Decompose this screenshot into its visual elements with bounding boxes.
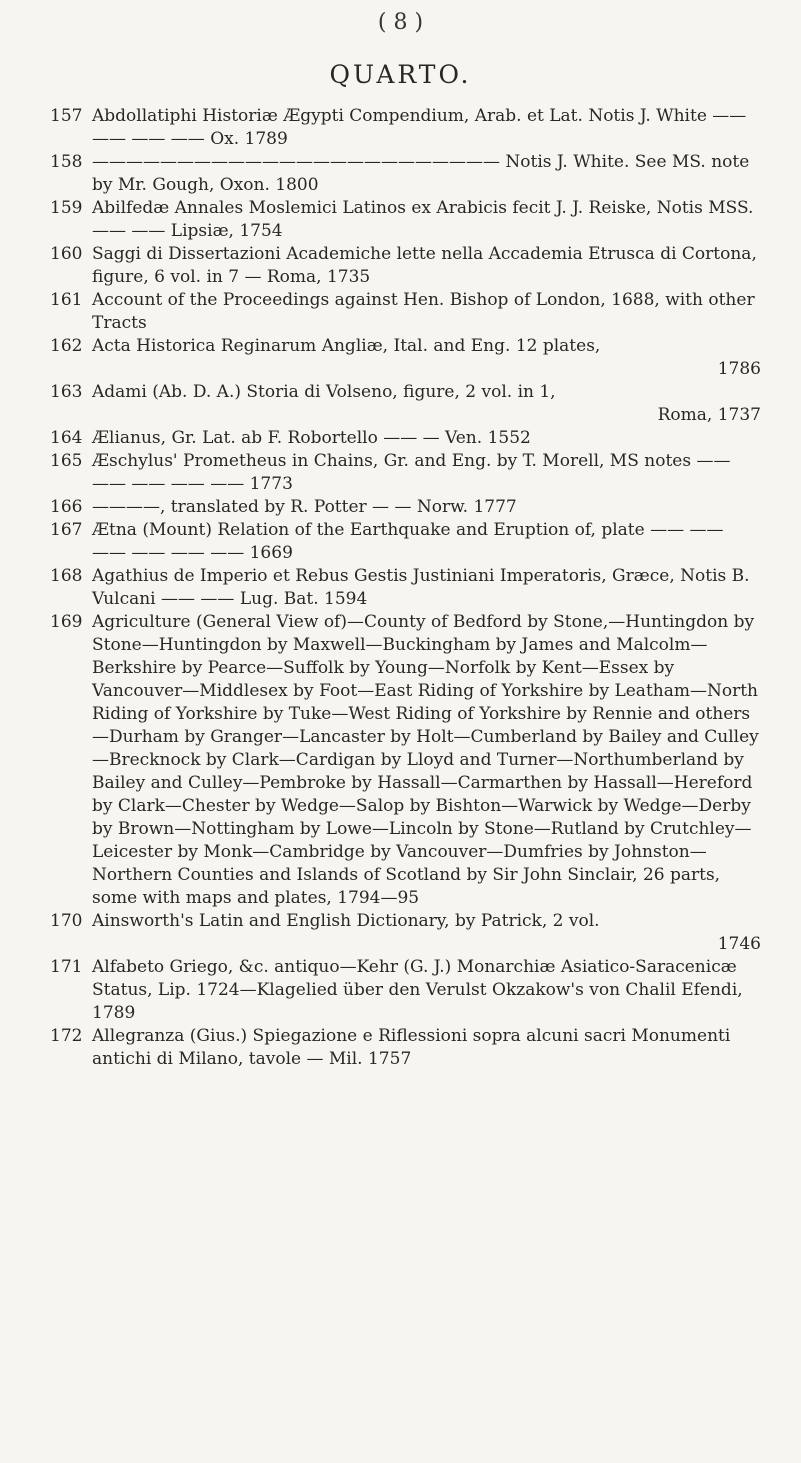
catalogue-entry-171 (50, 956, 761, 1025)
entry-text: ————, translated by R. Potter — — Norw. 1777 (92, 497, 517, 517)
entry-number: 168 (50, 566, 83, 586)
catalogue-entry-172 (50, 1025, 761, 1071)
entry-number: 163 (50, 382, 83, 402)
entry-number: 160 (50, 244, 83, 264)
catalogue-entry-166 (50, 496, 761, 519)
entry-text: Æschylus' Prometheus in Chains, Gr. and Eng. by T. Morell, MS notes —— —— —— —— —— 1773 (92, 451, 731, 494)
catalogue-entry-167 (50, 519, 761, 565)
entry-number: 169 (50, 612, 83, 632)
catalogue-entry-168 (50, 565, 761, 611)
entry-number: 162 (50, 336, 83, 356)
entry-text: Adami (Ab. D. A.) Storia di Volseno, figure, 2 vol. in 1, (92, 382, 556, 402)
entry-text: Account of the Proceedings against Hen. Bishop of London, 1688, with other Tracts (92, 290, 755, 333)
entry-imprint: 1746 (717, 934, 761, 954)
entry-number: 158 (50, 152, 83, 172)
entry-number: 171 (50, 957, 83, 977)
catalogue-entry-157 (50, 105, 761, 151)
catalogue-entry-158 (50, 151, 761, 197)
entry-number: 170 (50, 911, 83, 931)
catalogue-entry-169 (50, 611, 761, 910)
catalogue-entry-165 (50, 450, 761, 496)
entry-number: 172 (50, 1026, 83, 1046)
catalogue-entry-170 (50, 910, 761, 956)
entry-imprint: Roma, 1737 (657, 405, 761, 425)
entry-text: Alfabeto Griego, &c. antiquo—Kehr (G. J.) Monarchiæ Asiatico-Saracenicæ Status, Lip. 1724—Klagelied über den Verulst Okzakow's von Chalil Efendi, 1789 (92, 957, 743, 1023)
catalogue-entry-163 (50, 381, 761, 427)
entry-text: ———————————————————————— Notis J. White. See MS. note by Mr. Gough, Oxon. 1800 (92, 152, 750, 195)
entry-number: 164 (50, 428, 83, 448)
entry-text: Allegranza (Gius.) Spiegazione e Riflessioni sopra alcuni sacri Monumenti antichi di Milano, tavole — Mil. 1757 (92, 1026, 731, 1069)
catalogue-entry-162 (50, 335, 761, 381)
catalogue-entries (50, 105, 761, 1071)
entry-imprint: 1786 (717, 359, 761, 379)
catalogue-entry-160 (50, 243, 761, 289)
catalogue-entry-159 (50, 197, 761, 243)
entry-text: Ælianus, Gr. Lat. ab F. Robortello —— — Ven. 1552 (92, 428, 531, 448)
section-title: QUARTO. (329, 60, 472, 89)
entry-number: 159 (50, 198, 83, 218)
entry-number: 157 (50, 106, 83, 126)
entry-text: Abdollatiphi Historiæ Ægypti Compendium, Arab. et Lat. Notis J. White —— —— —— —— Ox. 1789 (92, 106, 747, 149)
entry-number: 167 (50, 520, 83, 540)
entry-number: 165 (50, 451, 83, 471)
entry-text: Saggi di Dissertazioni Academiche lette nella Accademia Etrusca di Cortona, figure, 6 vol. in 7 — Roma, 1735 (92, 244, 757, 287)
page-number: ( 8 ) (377, 10, 424, 35)
entry-number: 166 (50, 497, 83, 517)
entry-text: Agathius de Imperio et Rebus Gestis Justiniani Imperatoris, Græce, Notis B. Vulcani —— —— Lug. Bat. 1594 (92, 566, 750, 609)
entry-number: 161 (50, 290, 83, 310)
catalogue-entry-164 (50, 427, 761, 450)
entry-text: Agriculture (General View of)—County of Bedford by Stone,—Huntingdon by Stone—Huntingdon by Maxwell—Buckingham by James and Malcolm—Berkshire by Pearce—Suffolk by Young—Norfolk by Kent—Essex by Vancouver—Middlesex by Foot—East Riding of Yorkshire by Leatham—North Riding of Yorkshire by Tuke—West Riding of Yorkshire by Rennie and others—Durham by Granger—Lancaster by Holt—Cumberland by Bailey and Culley—Brecknock by Clark—Cardigan by Lloyd and Turner—Northumberland by Bailey and Culley—Pembroke by Hassall—Carmarthen by Hassall—Hereford by Clark—Chester by Wedge—Salop by Bishton—Warwick by Wedge—Derby by Brown—Nottingham by Lowe—Lincoln by Stone—Rutland by Crutchley—Leicester by Monk—Cambridge by Vancouver—Dumfries by Johnston—Northern Counties and Islands of Scotland by Sir John Sinclair, 26 parts, some with maps and plates, 1794—95 (92, 612, 759, 908)
catalogue-entry-161 (50, 289, 761, 335)
entry-text: Abilfedæ Annales Moslemici Latinos ex Arabicis fecit J. J. Reiske, Notis MSS. —— —— Lipsiæ, 1754 (92, 198, 754, 241)
entry-text: Ainsworth's Latin and English Dictionary, by Patrick, 2 vol. (92, 911, 600, 931)
entry-text: Ætna (Mount) Relation of the Earthquake and Eruption of, plate —— —— —— —— —— —— 1669 (92, 520, 724, 563)
entry-text: Acta Historica Reginarum Angliæ, Ital. and Eng. 12 plates, (92, 336, 601, 356)
